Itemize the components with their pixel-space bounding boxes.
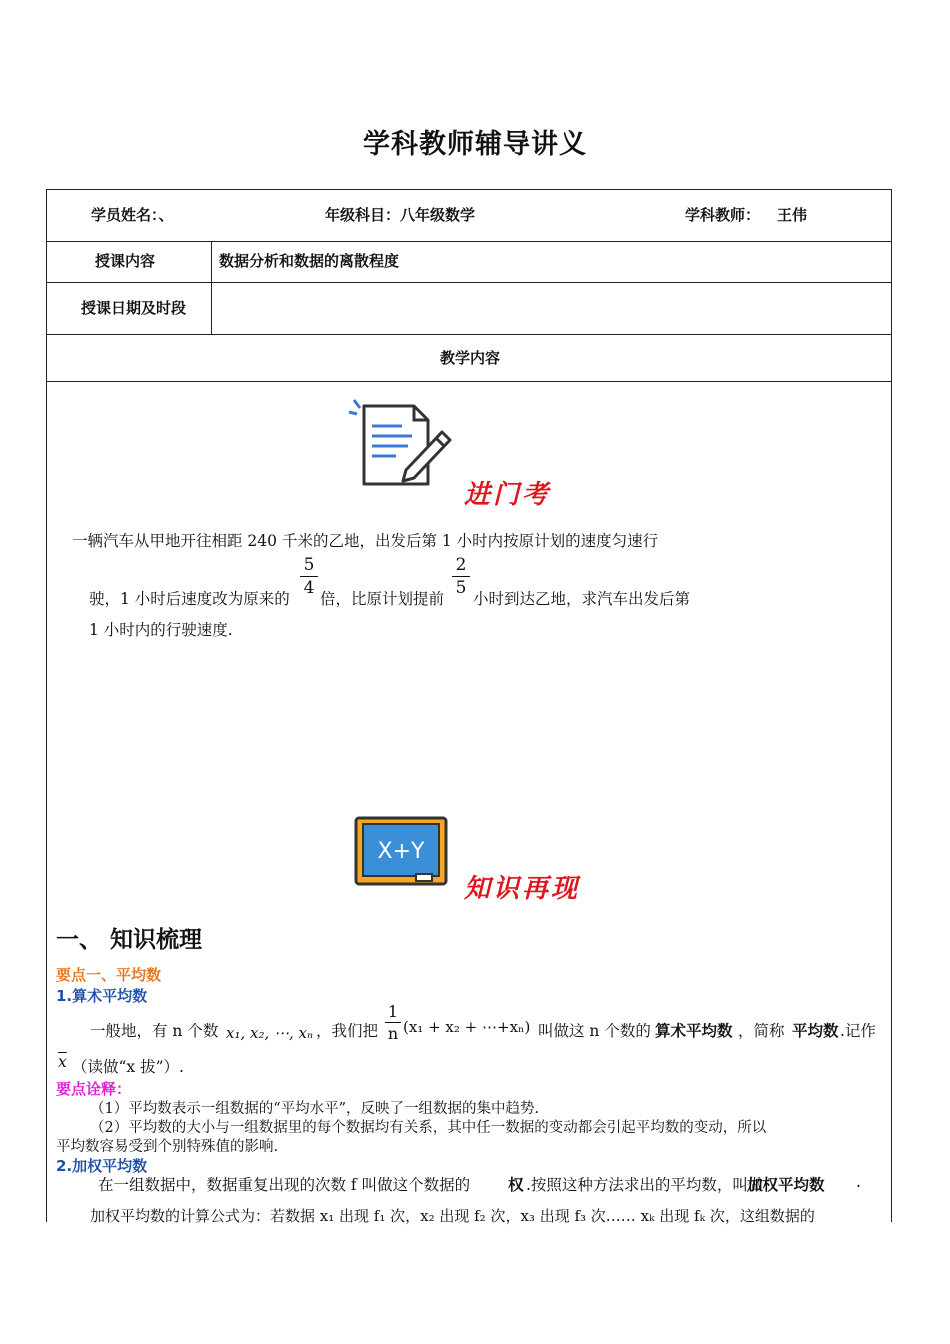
paragraph-2c: . [856,1173,861,1191]
paragraph-1-line2: （读做“x 拔”）. [72,1058,184,1076]
question-line-2b: 倍，比原计划提前 [320,590,445,608]
page-title: 学科教师辅导讲义 [363,129,587,160]
paragraph-2b: .按照这种方法求出的平均数，叫做 [526,1176,764,1194]
paragraph-3: 加权平均数的计算公式为：若数据 x₁ 出现 f₁ 次，x₂ 出现 f₂ 次，x₃ 出现 f₃ 次…… xₖ 出现 fₖ 次，这组数据的 [90,1207,815,1225]
paragraph-1e: .记作 [840,1022,876,1040]
fraction-2-5: 2 5 [452,555,470,598]
paragraph-1a: 一般地，有 n 个数 [90,1022,219,1040]
content-value: 数据分析和数据的离散程度 [219,252,400,270]
chalkboard-icon [354,816,450,888]
section-heading: 一、 知识梳理 [56,927,203,953]
note-2a: （2）平均数的大小与一组数据里的每个数据均有关系，其中任一数据的变动都会引起平均数的变动，所以 [90,1120,767,1136]
sub-heading-1: 1.算术平均数 [56,987,148,1005]
document-pencil-icon [346,396,460,490]
content-label: 授课内容 [95,252,156,270]
sum-expression: (x₁ + x₂ + ⋯+xₙ) [403,1018,531,1036]
fraction-5-4: 5 4 [300,555,318,598]
section-label: 教学内容 [439,349,500,367]
entrance-banner: 进门考 [464,480,552,510]
question-line-2c: 小时到达乙地，求汽车出发后第 [473,590,691,608]
paragraph-1d: ，简称 [738,1022,785,1040]
question-line-2a: 驶，1 小时后速度改为原来的 [89,590,290,608]
note-label: 要点诠释： [56,1080,132,1098]
term-arithmetic-mean: 算术平均数 [655,1021,733,1040]
term-weight: 权 [508,1175,524,1194]
question-line-1: 一辆汽车从甲地开往相距 240 千米的乙地，出发后第 1 小时内按原计划的速度匀速行 [72,532,659,550]
fraction-1-n: 1 n [385,1002,401,1043]
note-1: （1）平均数表示一组数据的“平均水平”，反映了一组数据的集中趋势. [90,1101,540,1117]
term-mean: 平均数 [792,1021,839,1040]
paragraph-1b: ，我们把 [316,1022,379,1040]
sub-heading-2: 2.加权平均数 [56,1157,148,1175]
paragraph-1c: 叫做这 n 个数的 [538,1022,651,1040]
note-2b: 平均数容易受到个别特殊值的影响. [56,1139,279,1155]
point-heading: 要点一、平均数 [56,966,162,984]
teacher-name: 王伟 [777,206,808,224]
knowledge-banner: 知识再现 [464,874,581,904]
board-text: X+Y [377,839,425,864]
term-weighted-mean: 加权平均数 [747,1175,825,1194]
variables-list: x₁, x₂, ⋯, xₙ [226,1024,314,1042]
teacher-label: 学科教师： [685,206,761,224]
paragraph-2a: 在一组数据中，数据重复出现的次数 f 叫做这个数据的 [98,1176,471,1194]
question-line-3: 1 小时内的行驶速度. [89,621,233,639]
x-bar-symbol: $\overline{x}$ [58,1053,67,1071]
date-label: 授课日期及时段 [81,299,187,317]
student-name-label: 学员姓名：、 [91,206,174,224]
grade-subject-label: 年级科目：八年级数学 [325,206,476,224]
